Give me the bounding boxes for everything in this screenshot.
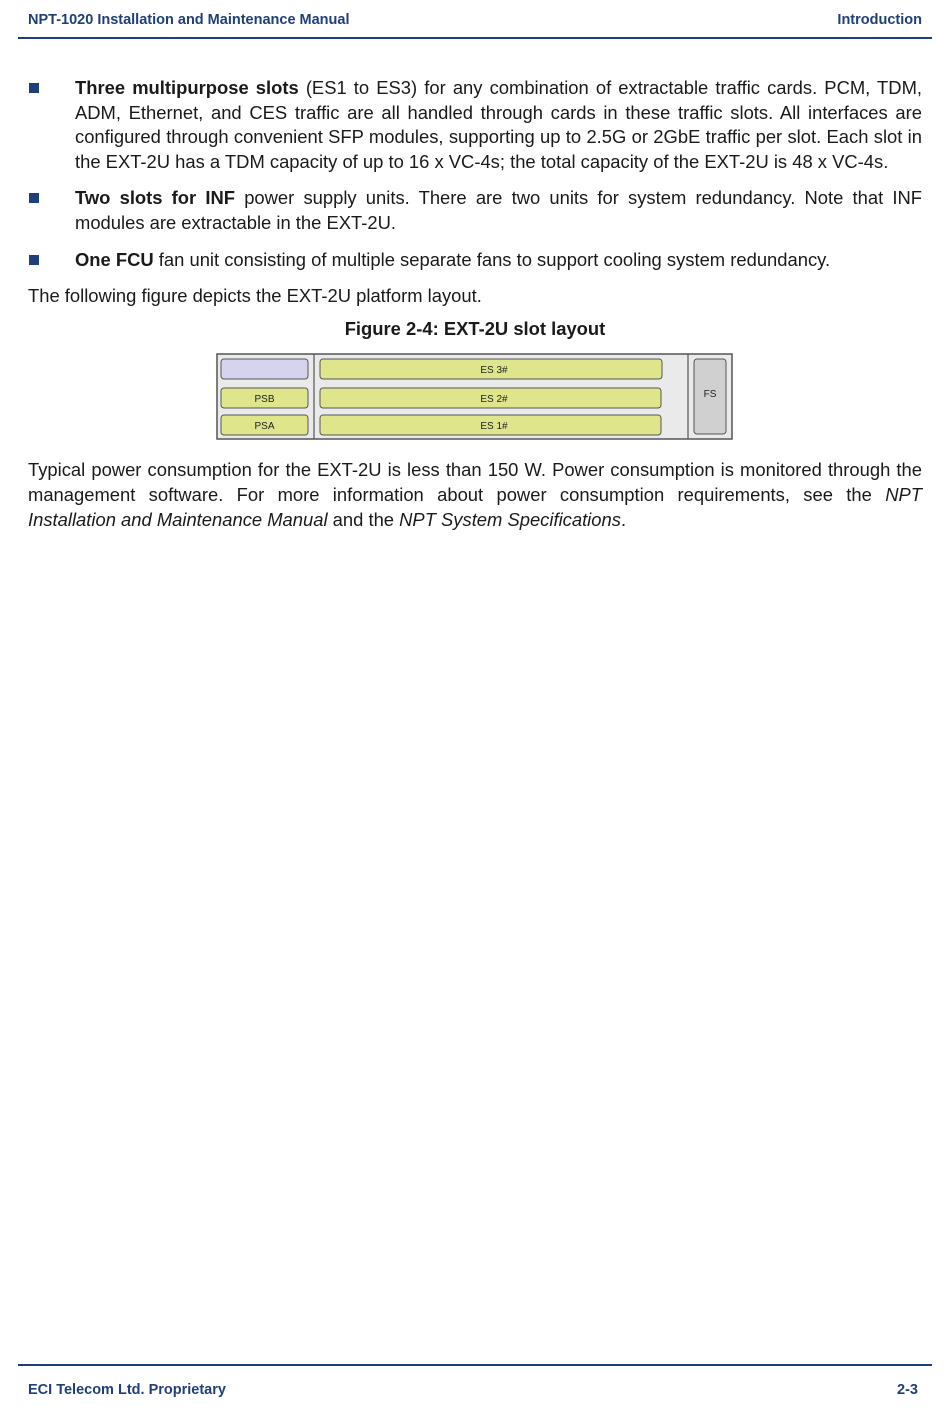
bullet-text: power supply units. There are two units for system redundancy. Note that INF modules are extractable in the EXT-2U. <box>75 187 922 233</box>
power-text-end: . <box>620 508 627 530</box>
page-footer <box>18 1364 932 1406</box>
bullet-bold-term: Three multipurpose slots <box>75 77 299 98</box>
slot-psb-label: PSB <box>254 394 275 406</box>
manual-reference: NPT Installation and Maintenance Manual <box>28 483 922 530</box>
bullet-item-fcu <box>28 248 922 273</box>
bullet-item-slots <box>28 76 922 174</box>
page-content <box>28 76 922 540</box>
slot-layout-diagram <box>216 353 734 441</box>
square-bullet-icon <box>29 193 39 203</box>
page-number: 2-3 <box>897 1382 918 1398</box>
slot-fs-label: FS <box>703 389 717 401</box>
bullet-item-inf <box>28 186 922 235</box>
slot-es1-label: ES 1# <box>480 421 508 433</box>
slot-psa-label: PSA <box>254 421 275 433</box>
bullet-bold-term: Two slots for INF <box>75 187 236 209</box>
square-bullet-icon <box>29 83 39 93</box>
specifications-reference: NPT System Specifications <box>399 508 621 530</box>
slot-layout-figure <box>28 353 922 441</box>
slot-es2-label: ES 2# <box>480 394 508 406</box>
bullet-text: fan unit consisting of multiple separate fans to support cooling system redundancy. <box>153 248 831 270</box>
page-header <box>18 0 932 39</box>
manual-title: NPT-1020 Installation and Maintenance Manual <box>28 12 350 28</box>
proprietary-notice: ECI Telecom Ltd. Proprietary <box>28 1382 226 1398</box>
square-bullet-icon <box>29 255 39 265</box>
power-text-joiner: and the <box>327 508 400 530</box>
chapter-title: Introduction <box>837 12 922 28</box>
slot-es3-label: ES 3# <box>480 365 508 377</box>
power-text: Typical power consumption for the EXT-2U is less than 150 W. Power consumption is monitored through the management software. For more information about power consumption requirements, see the <box>28 459 922 505</box>
figure-caption: Figure 2-4: EXT-2U slot layout <box>344 317 606 339</box>
empty-slot <box>221 359 308 379</box>
power-paragraph <box>28 458 922 532</box>
bullet-text: (ES1 to ES3) for any combination of extractable traffic cards. PCM, TDM, ADM, Ethernet, and CES traffic are all handled through cards in these traffic slots. All interfaces are configured through convenient SFP modules, supporting up to 2.5G or 2GbE traffic per slot. Each slot in the EXT-2U has a TDM capacity of up to 16 x VC-4s; the total capacity of the EXT-2U is 48 x VC-4s. <box>75 77 922 172</box>
bullet-bold-term: One FCU <box>75 248 154 270</box>
intro-paragraph: The following figure depicts the EXT-2U platform layout. <box>28 285 482 307</box>
